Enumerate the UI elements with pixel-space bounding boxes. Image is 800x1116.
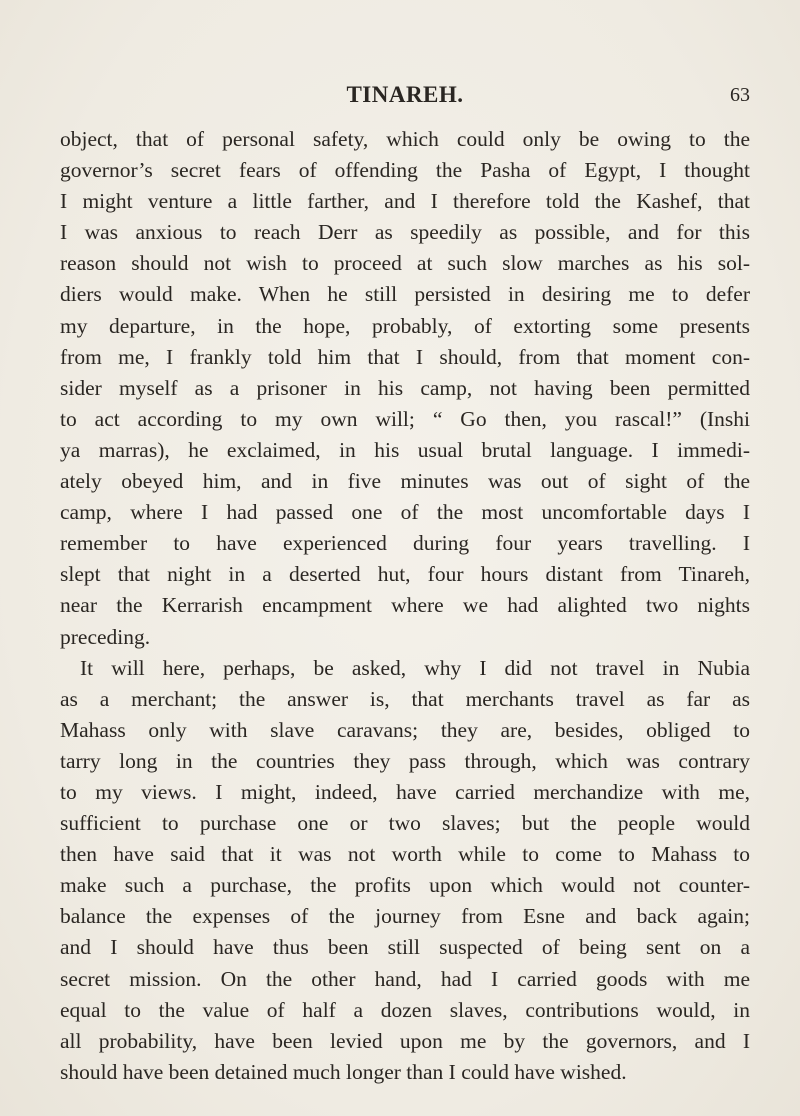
text-line: ately obeyed him, and in five minutes was out of sight of the bbox=[60, 469, 750, 494]
text-line: Mahass only with slave caravans; they are, besides, obliged to bbox=[60, 717, 750, 742]
text-line: make such a purchase, the profits upon which would not counter- bbox=[60, 873, 750, 898]
text-line: near the Kerrarish encampment where we had alighted two nights bbox=[60, 593, 750, 618]
text-line: camp, where I had passed one of the most uncomfortable days I bbox=[60, 500, 750, 525]
text-line: and I should have thus been still suspected of being sent on a bbox=[60, 935, 750, 960]
text-line: remember to have experienced during four years travelling. I bbox=[60, 531, 750, 556]
running-title: TINAREH. bbox=[346, 82, 464, 107]
text-line: slept that night in a deserted hut, four hours distant from Tinareh, bbox=[60, 562, 750, 587]
text-line: balance the expenses of the journey from Esne and back again; bbox=[60, 904, 750, 929]
text-line: to my views. I might, indeed, have carried merchandize with me, bbox=[60, 779, 750, 804]
text-line: as a merchant; the answer is, that merchants travel as far as bbox=[60, 686, 750, 711]
text-line: all probability, have been levied upon me by the governors, and I bbox=[60, 1028, 750, 1053]
text-line: preceding. bbox=[60, 624, 151, 649]
text-line: sufficient to purchase one or two slaves; but the people would bbox=[60, 811, 750, 836]
text-line: I might venture a little farther, and I therefore told the Kashef, that bbox=[60, 189, 750, 214]
text-line: then have said that it was not worth while to come to Mahass to bbox=[60, 842, 750, 867]
text-line: diers would make. When he still persisted in desiring me to defer bbox=[60, 282, 750, 307]
page-number: 63 bbox=[730, 84, 750, 106]
text-line: object, that of personal safety, which could only be owing to the bbox=[60, 127, 750, 151]
body-text bbox=[60, 124, 750, 1088]
text-line: my departure, in the hope, probably, of extorting some presents bbox=[60, 313, 750, 338]
text-line: to act according to my own will; “ Go then, you rascal!” (Inshi bbox=[60, 406, 750, 431]
text-line: reason should not wish to proceed at such slow marches as his sol- bbox=[60, 251, 750, 276]
text-line: I was anxious to reach Derr as speedily as possible, and for this bbox=[60, 220, 750, 245]
text-line: tarry long in the countries they pass through, which was contrary bbox=[60, 748, 750, 773]
text-line: from me, I frankly told him that I should, from that moment con- bbox=[60, 344, 750, 369]
text-line: secret mission. On the other hand, had I carried goods with me bbox=[60, 966, 750, 991]
text-line: ya marras), he exclaimed, in his usual brutal language. I immedi- bbox=[60, 437, 750, 462]
text-line: sider myself as a prisoner in his camp, not having been permitted bbox=[60, 375, 750, 400]
text-line: should have been detained much longer than I could have wished. bbox=[60, 1059, 627, 1084]
text-line: governor’s secret fears of offending the Pasha of Egypt, I thought bbox=[60, 158, 750, 183]
page-header bbox=[60, 70, 750, 110]
text-line: equal to the value of half a dozen slaves, contributions would, in bbox=[60, 997, 750, 1022]
text-line: It will here, perhaps, be asked, why I did not travel in Nubia bbox=[80, 655, 750, 680]
